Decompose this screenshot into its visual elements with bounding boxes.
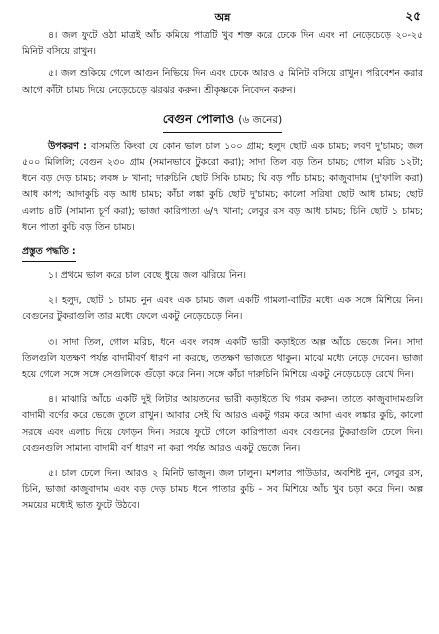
ingredients-paragraph (22, 139, 423, 236)
method-step-5: ৫। চাল ঢেলে দিন। আরও ২ মিনিট ভাজুন। জল ঢালুন। মশলার পাউডার, অবশিষ্ট নুন, লেবুর রস, চিনি, ভাজা কাজুবাদাম এবং বড় দেড় চামচ ধনে পাতার কুচি - সব মিশিয়ে আঁচ খুব চড়া করে দিন। অল্প সময়ের মধ্যেই ভাত ফুটে উঠবে। (22, 468, 423, 512)
intro-step-4: ৪। জল ফুটে ওঠা মাত্রই আঁচ কমিয়ে পাত্রটি খুব শক্ত করে ঢেকে দিন এবং না নেড়েচেড়ে ২০-২৫ মিনিট বসিয়ে রাখুন। (22, 30, 423, 58)
method-label: প্রস্তুত পদ্ধতি : (22, 244, 76, 262)
ingredients-text: বাসমতি কিংবা যে কোন ভাল চাল ১০০ গ্রাম; হলুদ ছোট এক চামচ; লবণ দু'চামচ; জল ৫০০ মিলিলি; বেগুন ২৩০ গ্রাম (সমানভাবে টুকরো করা); সাদা তিল বড় তিন চামচ; গোল মরিচ ১২টা; ধনে বড় দেড় চামচ; লবঙ্গ ৮ খানা; দারুচিনি ছোট সিকি চামচ; ঘি বড় পাঁচ চামচ; কাজুবাদাম (দু'ফালি করা) আধ কাপ; আদাকুচি বড় আধ চামচ; কাঁচা লঙ্কা কুচি ছোট দু'চামচ; কালো সরিষা ছোট আধ চামচ; ছোট এলাচ ৪টি (সামান্য চূর্ণ করা); ভাজা কারিপাতা ৬/৭ খানা; লেবুর রস বড় আধ চামচ; চিনি ছোট ১ চামচ; ধনে পাতা কুচি বড় তিন চামচ। (22, 140, 423, 233)
intro-step-5: ৫। জল শুকিয়ে গেলে আগুন নিভিয়ে দিন এবং ঢেকে আরও ৫ মিনিট বসিয়ে রাখুন। পরিবেশন করার আগে কাঁটা চামচ দিয়ে নেড়েচেড়ে ঝরঝর করুন। শ্রীকৃষ্ণকে নিবেদন করুন। (22, 68, 423, 96)
method-step-4: ৪। মাঝারি আঁচে একটি দুই লিটার আয়তনের ভারী কড়াইতে ঘি গরম করুন। তাতে কাজুবাদামগুলি বাদামী বর্ণের করে ভেজে তুলে রাখুন। আবার সেই ঘি আরও একটু গরম করে আদা এবং লঙ্কার কুচি, কালো সরষে এবং এলাচ দিয়ে ফোড়ন দিন। সরষে ফুটে গেলে কারিপাতা এবং বেগুনের টুকরাগুলি ঢেলে দিন। বেগুনগুলি সামান্য বাদামী বর্ণ ধারণ না করা পর্যন্ত আরও একটু ভেজে নিন। (22, 394, 423, 454)
method-step-3: ৩। সাদা তিল, গোল মরিচ, ধনে এবং লবঙ্গ একটি ভারী কড়াইতে অল্প আঁচে ভেজে নিন। সাদা তিলগুলি যতক্ষণ পর্যন্ত বাদামীবর্ণ ধারণ না করছে, ততক্ষণ ভাজতে থাকুন। মাঝে মধ্যে নেড়ে দেবেন। ভাজা হয়ে গেলে সঙ্গে সঙ্গে সেগুলিকে গুঁড়ো করে নিন। সঙ্গে কাঁচা দারুচিনি মিশিয়ে একটু নেড়েচেড়ে রেখে দিন। (22, 336, 423, 381)
method-step-2: ২। হলুদ, ছোট ১ চামচ নুন এবং এক চামচ জল একটি গামলা-বাটির মধ্যে এক সঙ্গে মিশিয়ে নিন। বেগুনের টুকরাগুলি তার মধ্যে ফেলে একটু নেড়েচেড়ে নিন। (22, 295, 423, 323)
recipe-serves: (৬ জনের) (238, 113, 283, 126)
recipe-title-box (163, 111, 282, 133)
page-number: ২৫ (405, 9, 421, 23)
method-heading (22, 244, 423, 262)
page-header (22, 6, 423, 28)
recipe-name: বেগুন পোলাও (162, 111, 235, 126)
recipe-title (22, 111, 423, 133)
method-step-1: ১। প্রথমে ভাল করে চাল বেছে ধুয়ে জল ঝরিয়ে নিন। (48, 270, 246, 282)
ingredients-label: উপকরণ : (48, 140, 87, 152)
running-title: অন্ন (214, 11, 231, 24)
